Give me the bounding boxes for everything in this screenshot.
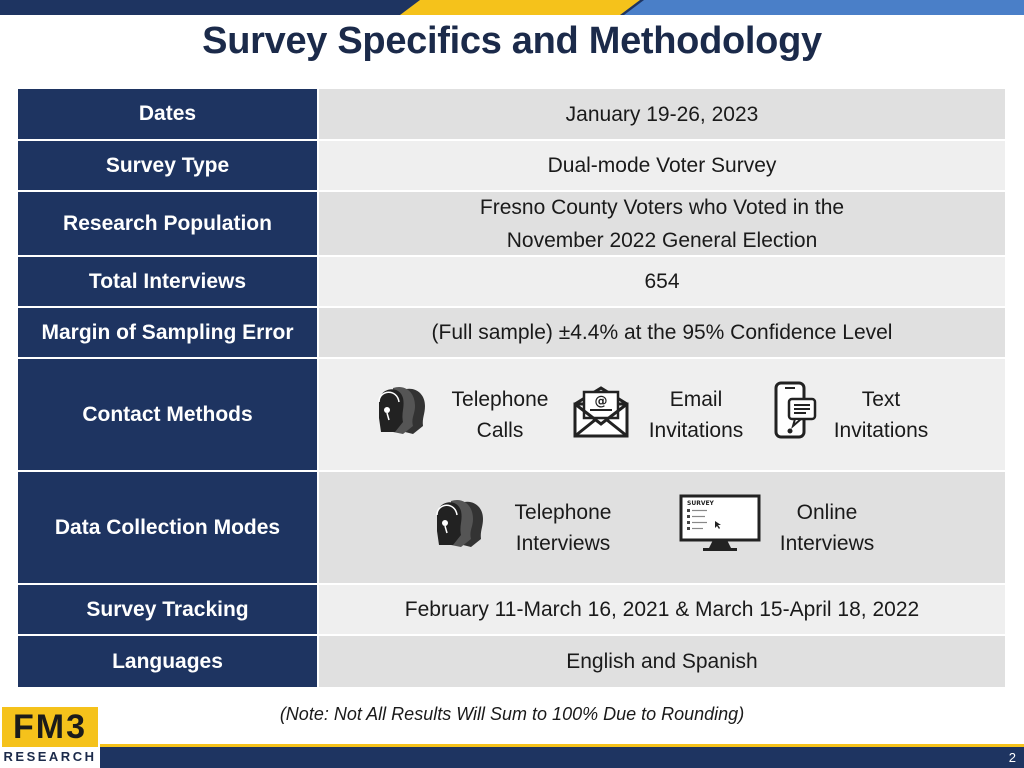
table-row-margin-error [18, 308, 1005, 359]
method-label: Calls [476, 418, 524, 442]
headset-people-icon [431, 493, 493, 563]
row-value: Dual-mode Voter Survey [319, 141, 1005, 190]
top-decorative-bar [0, 0, 1024, 15]
row-label: Research Population [18, 192, 319, 255]
headset-people-icon [373, 380, 435, 450]
row-value: 654 [319, 257, 1005, 306]
method-label: Text [861, 387, 901, 411]
page-title: Survey Specifics and Methodology [202, 20, 822, 62]
method-label: Telephone [451, 387, 549, 411]
email-icon [573, 382, 629, 448]
value-line: November 2022 General Election [506, 228, 818, 252]
fm3-logo [2, 707, 98, 765]
mode-label: Interviews [779, 531, 875, 555]
row-label: Total Interviews [18, 257, 319, 306]
contact-method-text [773, 381, 937, 449]
row-value [319, 472, 1005, 583]
table-row-research-population [18, 192, 1005, 257]
row-label: Dates [18, 89, 319, 139]
mode-label: Telephone [514, 500, 612, 524]
contact-method-email [573, 382, 751, 448]
row-label: Margin of Sampling Error [18, 308, 319, 357]
row-label: Survey Tracking [18, 585, 319, 634]
collection-mode-phone [431, 493, 623, 563]
table-row-survey-tracking [18, 585, 1005, 636]
method-label: Invitations [648, 418, 744, 442]
table-row-languages [18, 636, 1005, 687]
svg-text:@: @ [594, 393, 608, 409]
row-value: January 19-26, 2023 [319, 89, 1005, 139]
logo-top-text: FM3 [2, 707, 98, 747]
survey-screen-text: SURVEY [687, 499, 714, 507]
row-value: English and Spanish [319, 636, 1005, 687]
smartphone-icon [773, 381, 819, 449]
page-number: 2 [1008, 750, 1016, 765]
table-row-contact-methods [18, 359, 1005, 472]
row-value: February 11-March 16, 2021 & March 15-April 18, 2022 [319, 585, 1005, 634]
method-label: Invitations [833, 418, 929, 442]
method-label: Email [669, 387, 723, 411]
table-row-survey-type [18, 141, 1005, 192]
rounding-note: (Note: Not All Results Will Sum to 100% Due to Rounding) [279, 704, 745, 724]
table-row-dates [18, 89, 1005, 141]
row-value: (Full sample) ±4.4% at the 95% Confidence Level [319, 308, 1005, 357]
row-label: Contact Methods [18, 359, 319, 470]
mode-label: Interviews [515, 531, 611, 555]
computer-monitor-icon [679, 494, 763, 562]
table-row-data-collection [18, 472, 1005, 585]
row-label: Data Collection Modes [18, 472, 319, 583]
table-row-total-interviews [18, 257, 1005, 308]
contact-method-phone [373, 380, 555, 450]
row-label: Survey Type [18, 141, 319, 190]
value-line: Fresno County Voters who Voted in the [479, 195, 845, 219]
row-value [319, 359, 1005, 470]
logo-bottom-text: RESEARCH [3, 749, 97, 764]
footer-bar [100, 747, 1024, 768]
row-value [319, 192, 1005, 255]
collection-mode-online [679, 494, 887, 562]
methodology-table [18, 89, 1005, 687]
row-label: Languages [18, 636, 319, 687]
mode-label: Online [796, 500, 858, 524]
